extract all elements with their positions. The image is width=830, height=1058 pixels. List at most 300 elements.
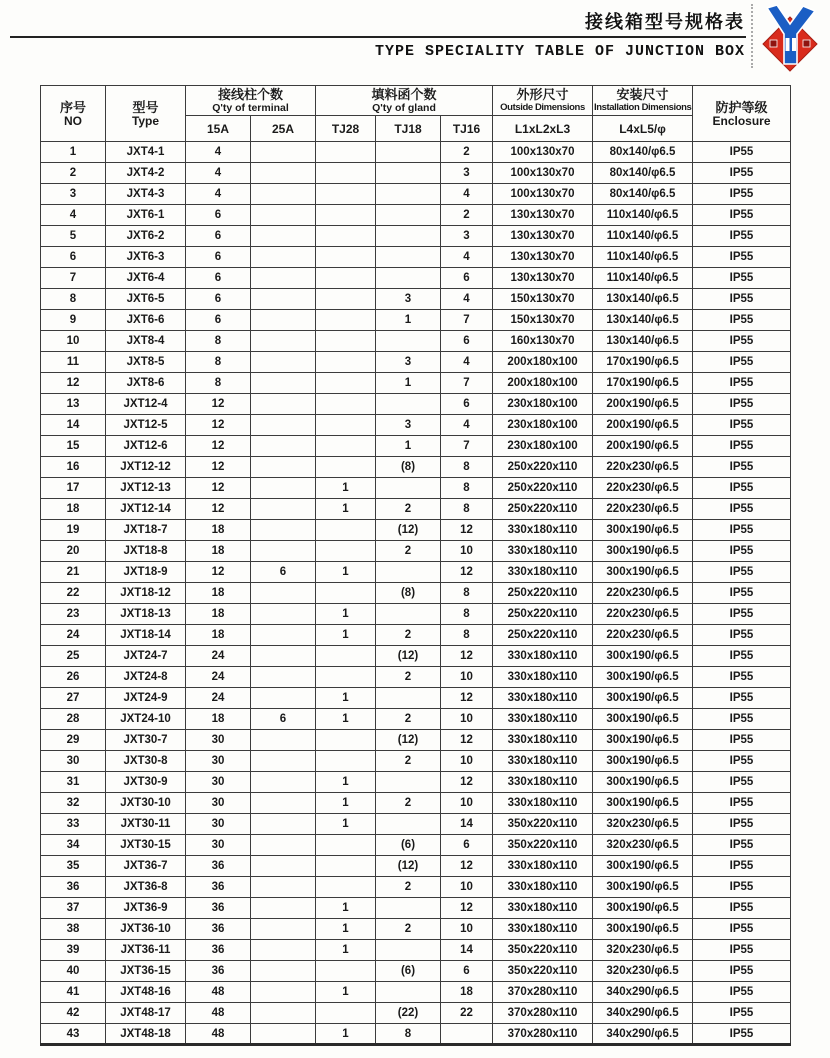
cell-tj18: (8) (376, 457, 441, 478)
cell-tj18: 2 (376, 751, 441, 772)
cell-no: 18 (41, 499, 106, 520)
cell-enclosure: IP55 (693, 184, 791, 205)
cell-a15: 4 (186, 163, 251, 184)
col-header-no: 序号 NO (41, 86, 106, 142)
cell-a25 (251, 373, 316, 394)
table-row (41, 877, 791, 898)
cell-tj28 (316, 247, 376, 268)
cell-tj16: 12 (441, 856, 493, 877)
cell-tj16: 2 (441, 205, 493, 226)
cell-enclosure: IP55 (693, 205, 791, 226)
cell-no: 28 (41, 709, 106, 730)
cell-type: JXT48-16 (106, 982, 186, 1003)
cell-tj18: 8 (376, 1024, 441, 1045)
cell-tj28 (316, 226, 376, 247)
cell-type: JXT36-10 (106, 919, 186, 940)
col-header-tj18: TJ18 (376, 116, 441, 142)
cell-outside: 350x220x110 (493, 835, 593, 856)
cell-a15: 18 (186, 583, 251, 604)
cell-tj18: 3 (376, 352, 441, 373)
cell-tj28: 1 (316, 562, 376, 583)
cell-tj18: (12) (376, 646, 441, 667)
cell-tj16: 4 (441, 289, 493, 310)
cell-tj28: 1 (316, 688, 376, 709)
table-row (41, 856, 791, 877)
cell-a25 (251, 499, 316, 520)
cell-tj18 (376, 394, 441, 415)
cell-a25 (251, 688, 316, 709)
cell-enclosure: IP55 (693, 814, 791, 835)
cell-a15: 18 (186, 520, 251, 541)
cell-a25 (251, 268, 316, 289)
cell-tj16: 14 (441, 814, 493, 835)
cell-no: 35 (41, 856, 106, 877)
table-row (41, 457, 791, 478)
cell-enclosure: IP55 (693, 394, 791, 415)
table-row (41, 751, 791, 772)
table-row (41, 310, 791, 331)
col-header-outside: 外形尺寸 Outside Dimensions (493, 86, 593, 116)
cell-install: 320x230/φ6.5 (593, 835, 693, 856)
cell-enclosure: IP55 (693, 625, 791, 646)
cell-install: 130x140/φ6.5 (593, 310, 693, 331)
cell-type: JXT6-4 (106, 268, 186, 289)
col-header-tj28: TJ28 (316, 116, 376, 142)
cell-type: JXT24-7 (106, 646, 186, 667)
cell-tj28 (316, 289, 376, 310)
cell-tj28 (316, 373, 376, 394)
cell-tj16: 12 (441, 520, 493, 541)
spec-table-body (41, 142, 791, 1045)
cell-outside: 330x180x110 (493, 793, 593, 814)
cell-tj16 (441, 1024, 493, 1045)
cell-install: 130x140/φ6.5 (593, 331, 693, 352)
cell-enclosure: IP55 (693, 604, 791, 625)
cell-install: 320x230/φ6.5 (593, 940, 693, 961)
cell-a25 (251, 520, 316, 541)
cell-no: 41 (41, 982, 106, 1003)
cell-no: 19 (41, 520, 106, 541)
cell-install: 80x140/φ6.5 (593, 184, 693, 205)
cell-type: JXT8-5 (106, 352, 186, 373)
table-row (41, 478, 791, 499)
cell-tj28 (316, 541, 376, 562)
cell-a15: 12 (186, 436, 251, 457)
cell-enclosure: IP55 (693, 310, 791, 331)
cell-outside: 150x130x70 (493, 310, 593, 331)
cell-outside: 250x220x110 (493, 625, 593, 646)
table-row (41, 982, 791, 1003)
cell-no: 7 (41, 268, 106, 289)
cell-a25 (251, 394, 316, 415)
cell-a15: 24 (186, 646, 251, 667)
cell-a15: 30 (186, 772, 251, 793)
cell-tj16: 6 (441, 961, 493, 982)
cell-enclosure: IP55 (693, 163, 791, 184)
cell-tj16: 8 (441, 499, 493, 520)
cell-a15: 12 (186, 415, 251, 436)
cell-tj16: 12 (441, 562, 493, 583)
cell-tj28: 1 (316, 604, 376, 625)
cell-outside: 350x220x110 (493, 940, 593, 961)
col-header-25a: 25A (251, 116, 316, 142)
cell-install: 110x140/φ6.5 (593, 268, 693, 289)
cell-enclosure: IP55 (693, 373, 791, 394)
cell-enclosure: IP55 (693, 1003, 791, 1024)
cell-no: 20 (41, 541, 106, 562)
cell-tj18 (376, 478, 441, 499)
table-row (41, 436, 791, 457)
cell-enclosure: IP55 (693, 562, 791, 583)
cell-tj28 (316, 394, 376, 415)
cell-a15: 12 (186, 457, 251, 478)
cell-tj16: 12 (441, 688, 493, 709)
cell-install: 300x190/φ6.5 (593, 520, 693, 541)
cell-install: 220x230/φ6.5 (593, 625, 693, 646)
cell-outside: 350x220x110 (493, 814, 593, 835)
cell-outside: 330x180x110 (493, 541, 593, 562)
cell-outside: 230x180x100 (493, 394, 593, 415)
cell-install: 300x190/φ6.5 (593, 877, 693, 898)
cell-no: 16 (41, 457, 106, 478)
cell-tj28 (316, 205, 376, 226)
cell-enclosure: IP55 (693, 772, 791, 793)
cell-install: 300x190/φ6.5 (593, 898, 693, 919)
cell-type: JXT4-2 (106, 163, 186, 184)
table-row (41, 730, 791, 751)
cell-tj16: 6 (441, 394, 493, 415)
cell-enclosure: IP55 (693, 436, 791, 457)
cell-enclosure: IP55 (693, 478, 791, 499)
cell-tj16: 12 (441, 730, 493, 751)
cell-a25 (251, 415, 316, 436)
table-row (41, 562, 791, 583)
cell-type: JXT6-1 (106, 205, 186, 226)
cell-install: 300x190/φ6.5 (593, 730, 693, 751)
cell-install: 300x190/φ6.5 (593, 709, 693, 730)
col-group-terminal: 接线柱个数 Q'ty of terminal (186, 86, 316, 116)
cell-no: 30 (41, 751, 106, 772)
cell-no: 17 (41, 478, 106, 499)
cell-tj28: 1 (316, 772, 376, 793)
cell-install: 170x190/φ6.5 (593, 373, 693, 394)
cell-outside: 330x180x110 (493, 709, 593, 730)
cell-install: 110x140/φ6.5 (593, 247, 693, 268)
cell-no: 42 (41, 1003, 106, 1024)
cell-outside: 330x180x110 (493, 751, 593, 772)
cell-install: 220x230/φ6.5 (593, 499, 693, 520)
cell-tj28 (316, 877, 376, 898)
cell-tj28 (316, 961, 376, 982)
cell-outside: 370x280x110 (493, 1003, 593, 1024)
cell-a25 (251, 877, 316, 898)
cell-a25 (251, 436, 316, 457)
cell-a25 (251, 919, 316, 940)
cell-tj18: 3 (376, 415, 441, 436)
cell-outside: 330x180x110 (493, 856, 593, 877)
cell-install: 80x140/φ6.5 (593, 163, 693, 184)
table-row (41, 793, 791, 814)
cell-a15: 36 (186, 919, 251, 940)
cell-tj28: 1 (316, 814, 376, 835)
page-title-english: TYPE SPECIALITY TABLE OF JUNCTION BOX (374, 43, 745, 60)
cell-outside: 330x180x110 (493, 877, 593, 898)
cell-a25 (251, 1024, 316, 1045)
cell-tj18: (12) (376, 520, 441, 541)
cell-install: 220x230/φ6.5 (593, 457, 693, 478)
cell-no: 43 (41, 1024, 106, 1045)
table-row (41, 625, 791, 646)
cell-outside: 330x180x110 (493, 919, 593, 940)
cell-type: JXT18-9 (106, 562, 186, 583)
cell-tj18: 2 (376, 877, 441, 898)
cell-tj18 (376, 940, 441, 961)
table-row (41, 184, 791, 205)
cell-enclosure: IP55 (693, 898, 791, 919)
cell-install: 300x190/φ6.5 (593, 562, 693, 583)
cell-a25 (251, 289, 316, 310)
cell-type: JXT6-3 (106, 247, 186, 268)
cell-tj16: 8 (441, 604, 493, 625)
cell-no: 24 (41, 625, 106, 646)
cell-a15: 6 (186, 310, 251, 331)
cell-tj28 (316, 835, 376, 856)
cell-type: JXT8-6 (106, 373, 186, 394)
cell-no: 5 (41, 226, 106, 247)
cell-tj18: (12) (376, 730, 441, 751)
cell-tj16: 7 (441, 436, 493, 457)
cell-a15: 8 (186, 331, 251, 352)
cell-tj16: 12 (441, 646, 493, 667)
table-row (41, 394, 791, 415)
cell-install: 110x140/φ6.5 (593, 226, 693, 247)
cell-no: 25 (41, 646, 106, 667)
cell-tj18 (376, 205, 441, 226)
cell-tj16: 12 (441, 772, 493, 793)
cell-a15: 36 (186, 961, 251, 982)
cell-enclosure: IP55 (693, 667, 791, 688)
cell-tj18 (376, 982, 441, 1003)
cell-type: JXT12-6 (106, 436, 186, 457)
table-row (41, 289, 791, 310)
cell-tj28: 1 (316, 625, 376, 646)
cell-tj16: 10 (441, 877, 493, 898)
cell-type: JXT30-10 (106, 793, 186, 814)
cell-tj28 (316, 751, 376, 772)
cell-a15: 6 (186, 226, 251, 247)
cell-type: JXT8-4 (106, 331, 186, 352)
cell-install: 130x140/φ6.5 (593, 289, 693, 310)
cell-tj16: 12 (441, 898, 493, 919)
cell-tj28: 1 (316, 982, 376, 1003)
cell-a15: 18 (186, 541, 251, 562)
cell-a25 (251, 961, 316, 982)
table-row (41, 499, 791, 520)
cell-tj16: 3 (441, 163, 493, 184)
cell-a25 (251, 310, 316, 331)
cell-type: JXT24-8 (106, 667, 186, 688)
cell-outside: 160x130x70 (493, 331, 593, 352)
cell-a25 (251, 604, 316, 625)
cell-outside: 250x220x110 (493, 583, 593, 604)
cell-outside: 100x130x70 (493, 163, 593, 184)
cell-tj28: 1 (316, 919, 376, 940)
cell-install: 220x230/φ6.5 (593, 478, 693, 499)
cell-a15: 18 (186, 709, 251, 730)
cell-a25 (251, 940, 316, 961)
cell-enclosure: IP55 (693, 247, 791, 268)
cell-a15: 36 (186, 898, 251, 919)
table-row (41, 373, 791, 394)
cell-a25 (251, 457, 316, 478)
cell-a25 (251, 247, 316, 268)
cell-type: JXT12-14 (106, 499, 186, 520)
cell-tj18: 2 (376, 919, 441, 940)
cell-tj28: 1 (316, 709, 376, 730)
cell-no: 3 (41, 184, 106, 205)
cell-a15: 12 (186, 499, 251, 520)
col-header-l1l2l3: L1xL2xL3 (493, 116, 593, 142)
cell-tj16: 8 (441, 457, 493, 478)
cell-type: JXT18-14 (106, 625, 186, 646)
cell-install: 300x190/φ6.5 (593, 688, 693, 709)
cell-a15: 4 (186, 142, 251, 163)
cell-tj28: 1 (316, 499, 376, 520)
cell-tj28 (316, 646, 376, 667)
cell-tj18 (376, 331, 441, 352)
cell-a15: 6 (186, 289, 251, 310)
cell-tj28 (316, 184, 376, 205)
cell-a25: 6 (251, 709, 316, 730)
cell-type: JXT24-9 (106, 688, 186, 709)
cell-tj16: 6 (441, 268, 493, 289)
cell-a25 (251, 730, 316, 751)
cell-type: JXT30-11 (106, 814, 186, 835)
cell-tj28 (316, 856, 376, 877)
cell-tj28 (316, 163, 376, 184)
cell-install: 320x230/φ6.5 (593, 814, 693, 835)
cell-install: 300x190/φ6.5 (593, 919, 693, 940)
cell-type: JXT12-4 (106, 394, 186, 415)
cell-tj28 (316, 352, 376, 373)
cell-outside: 330x180x110 (493, 772, 593, 793)
cell-a25 (251, 478, 316, 499)
cell-tj28: 1 (316, 1024, 376, 1045)
cell-enclosure: IP55 (693, 541, 791, 562)
col-header-l4l5: L4xL5/φ (593, 116, 693, 142)
cell-outside: 230x180x100 (493, 436, 593, 457)
cell-a15: 12 (186, 562, 251, 583)
cell-no: 37 (41, 898, 106, 919)
cell-tj16: 10 (441, 541, 493, 562)
cell-outside: 330x180x110 (493, 562, 593, 583)
cell-enclosure: IP55 (693, 877, 791, 898)
cell-no: 2 (41, 163, 106, 184)
cell-tj18 (376, 688, 441, 709)
cell-no: 11 (41, 352, 106, 373)
cell-install: 300x190/φ6.5 (593, 856, 693, 877)
cell-no: 32 (41, 793, 106, 814)
col-header-15a: 15A (186, 116, 251, 142)
cell-tj16: 10 (441, 709, 493, 730)
cell-no: 29 (41, 730, 106, 751)
cell-a25 (251, 793, 316, 814)
cell-type: JXT6-5 (106, 289, 186, 310)
cell-a15: 18 (186, 604, 251, 625)
cell-tj28 (316, 457, 376, 478)
cell-tj18: 1 (376, 310, 441, 331)
cell-type: JXT36-8 (106, 877, 186, 898)
cell-type: JXT12-13 (106, 478, 186, 499)
cell-a15: 30 (186, 751, 251, 772)
cell-install: 340x290/φ6.5 (593, 982, 693, 1003)
cell-tj28 (316, 583, 376, 604)
cell-outside: 130x130x70 (493, 205, 593, 226)
cell-a25: 6 (251, 562, 316, 583)
cell-a25 (251, 352, 316, 373)
cell-type: JXT4-3 (106, 184, 186, 205)
table-row (41, 688, 791, 709)
col-header-type: 型号 Type (106, 86, 186, 142)
table-row (41, 247, 791, 268)
cell-a15: 30 (186, 835, 251, 856)
cell-a15: 30 (186, 730, 251, 751)
cell-tj16: 8 (441, 478, 493, 499)
cell-tj18: 2 (376, 793, 441, 814)
page-title-chinese: 接线箱型号规格表 (585, 12, 745, 32)
cell-a15: 48 (186, 1003, 251, 1024)
cell-tj18: 2 (376, 709, 441, 730)
cell-tj18 (376, 898, 441, 919)
cell-install: 300x190/φ6.5 (593, 667, 693, 688)
cell-a25 (251, 163, 316, 184)
cell-no: 12 (41, 373, 106, 394)
table-row (41, 520, 791, 541)
cell-tj28 (316, 436, 376, 457)
cell-type: JXT48-18 (106, 1024, 186, 1045)
cell-tj28 (316, 520, 376, 541)
table-row (41, 583, 791, 604)
cell-tj16: 8 (441, 625, 493, 646)
table-row (41, 142, 791, 163)
cell-tj28 (316, 310, 376, 331)
cell-a25 (251, 982, 316, 1003)
cell-tj16: 4 (441, 184, 493, 205)
cell-tj18: 1 (376, 373, 441, 394)
table-row (41, 898, 791, 919)
cell-enclosure: IP55 (693, 1024, 791, 1045)
cell-tj18 (376, 772, 441, 793)
cell-a25 (251, 667, 316, 688)
cell-tj28 (316, 142, 376, 163)
cell-no: 40 (41, 961, 106, 982)
cell-tj16: 10 (441, 667, 493, 688)
cell-install: 340x290/φ6.5 (593, 1024, 693, 1045)
cell-enclosure: IP55 (693, 961, 791, 982)
cell-tj28: 1 (316, 478, 376, 499)
cell-type: JXT30-8 (106, 751, 186, 772)
cell-enclosure: IP55 (693, 919, 791, 940)
cell-no: 13 (41, 394, 106, 415)
cell-a25 (251, 625, 316, 646)
cell-a15: 24 (186, 667, 251, 688)
cell-no: 33 (41, 814, 106, 835)
cell-enclosure: IP55 (693, 520, 791, 541)
cell-no: 4 (41, 205, 106, 226)
cell-a25 (251, 331, 316, 352)
cell-enclosure: IP55 (693, 940, 791, 961)
cell-a15: 36 (186, 877, 251, 898)
